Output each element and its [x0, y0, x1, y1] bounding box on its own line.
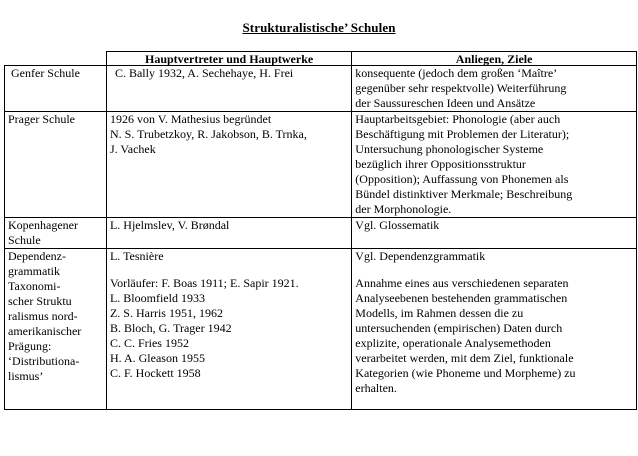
school-line: ‘Distributiona- [8, 354, 80, 368]
representatives-line: C. Bally 1932, A. Sechehaye, H. Frei [114, 66, 294, 80]
header-aims: Anliegen, Ziele [352, 52, 637, 66]
aims-line: Modells, im Rahmen dessen die zu [355, 306, 524, 320]
representatives-line: 1926 von V. Mathesius begründet [109, 112, 272, 126]
document-title: Strukturalistische’ Schulen [242, 20, 396, 35]
aims-line: Annahme eines aus verschiedenen separaten [355, 276, 569, 290]
aims-line: Kategorien (wie Phoneme und Morpheme) zu [355, 366, 576, 380]
representatives-line: N. S. Trubetzkoy, R. Jakobson, B. Trnka, [109, 127, 307, 141]
school-cell [5, 249, 107, 410]
table-header-row [5, 52, 637, 66]
aims-cell [352, 249, 637, 410]
aims-line: konsequente (jedoch dem großen ‘Maître’ [355, 66, 558, 80]
paragraph-gap [355, 264, 633, 276]
representatives-line: H. A. Gleason 1955 [109, 351, 205, 365]
representatives-line: J. Vachek [109, 142, 156, 156]
aims-line: der Saussureschen Ideen und Ansätze [355, 96, 536, 110]
aims-line: Vgl. Glossematik [355, 218, 440, 232]
school-line: Dependenz- [8, 249, 66, 263]
aims-line: Hauptarbeitsgebiet: Phonologie (aber auch [355, 112, 561, 126]
aims-line: verarbeitet werden, mit dem Ziel, funktionale [355, 351, 574, 365]
representatives-line: B. Bloch, G. Trager 1942 [109, 321, 232, 335]
school-cell [5, 112, 107, 218]
aims-line: bezüglich ihrer Oppositionsstruktur [355, 157, 526, 171]
representatives-line: L. Bloomfield 1933 [109, 291, 205, 305]
representatives-line: Z. S. Harris 1951, 1962 [109, 306, 223, 320]
representatives-cell [106, 112, 351, 218]
table-row-prager [5, 112, 637, 218]
representatives-cell [106, 249, 351, 410]
aims-line: der Morphonologie. [355, 202, 452, 216]
table-row-kopenhagen [5, 218, 637, 249]
representatives-cell [106, 218, 351, 249]
aims-cell [352, 112, 637, 218]
representatives-line: C. C. Fries 1952 [109, 336, 189, 350]
school-line: amerikanischer [8, 324, 82, 338]
school-line: Taxonomi- [8, 279, 61, 293]
aims-line: Analyseebenen bestehenden grammatischen [355, 291, 568, 305]
school-line: grammatik [8, 264, 60, 278]
aims-line: (Opposition); Auffassung von Phonemen als [355, 172, 569, 186]
school-line: Schule [8, 233, 41, 247]
representatives-cell [106, 66, 351, 112]
aims-line: Vgl. Dependenzgrammatik [355, 249, 486, 263]
aims-cell [352, 218, 637, 249]
school-line: ralismus nord- [8, 309, 78, 323]
school-line: Genfer Schule [11, 66, 80, 80]
representatives-line: L. Hjelmslev, V. Brøndal [109, 218, 230, 232]
school-line: scher Struktu [8, 294, 72, 308]
header-representatives: Hauptvertreter und Hauptwerke [106, 52, 351, 66]
representatives-line: Vorläufer: F. Boas 1911; E. Sapir 1921. [109, 276, 299, 290]
aims-line: explizite, operationale Analysemethoden [355, 336, 551, 350]
aims-line: untersuchenden (empirischen) Daten durch [355, 321, 563, 335]
aims-line: Beschäftigung mit Problemen der Literatur); [355, 127, 570, 141]
school-cell [5, 218, 107, 249]
header-empty-cell [5, 52, 107, 66]
school-line: Kopenhagener [8, 218, 78, 232]
aims-line: gegenüber sehr respektvolle) Weiterführung [355, 81, 567, 95]
school-line: Prager Schule [8, 112, 75, 126]
aims-cell [352, 66, 637, 112]
aims-line: erhalten. [355, 381, 397, 395]
representatives-line: C. F. Hockett 1958 [109, 366, 201, 380]
school-cell [5, 66, 107, 112]
schools-table [4, 51, 637, 410]
school-line: lismus’ [8, 369, 44, 383]
aims-line: Untersuchung phonologischer Systeme [355, 142, 544, 156]
representatives-line: L. Tesnière [109, 249, 164, 263]
table-row-dependenz-distributionalismus [5, 249, 637, 410]
paragraph-gap [110, 264, 348, 276]
aims-line: Bündel distinktiver Merkmale; Beschreibung [355, 187, 573, 201]
table-row-genfer [5, 66, 637, 112]
school-line: Prägung: [8, 339, 52, 353]
